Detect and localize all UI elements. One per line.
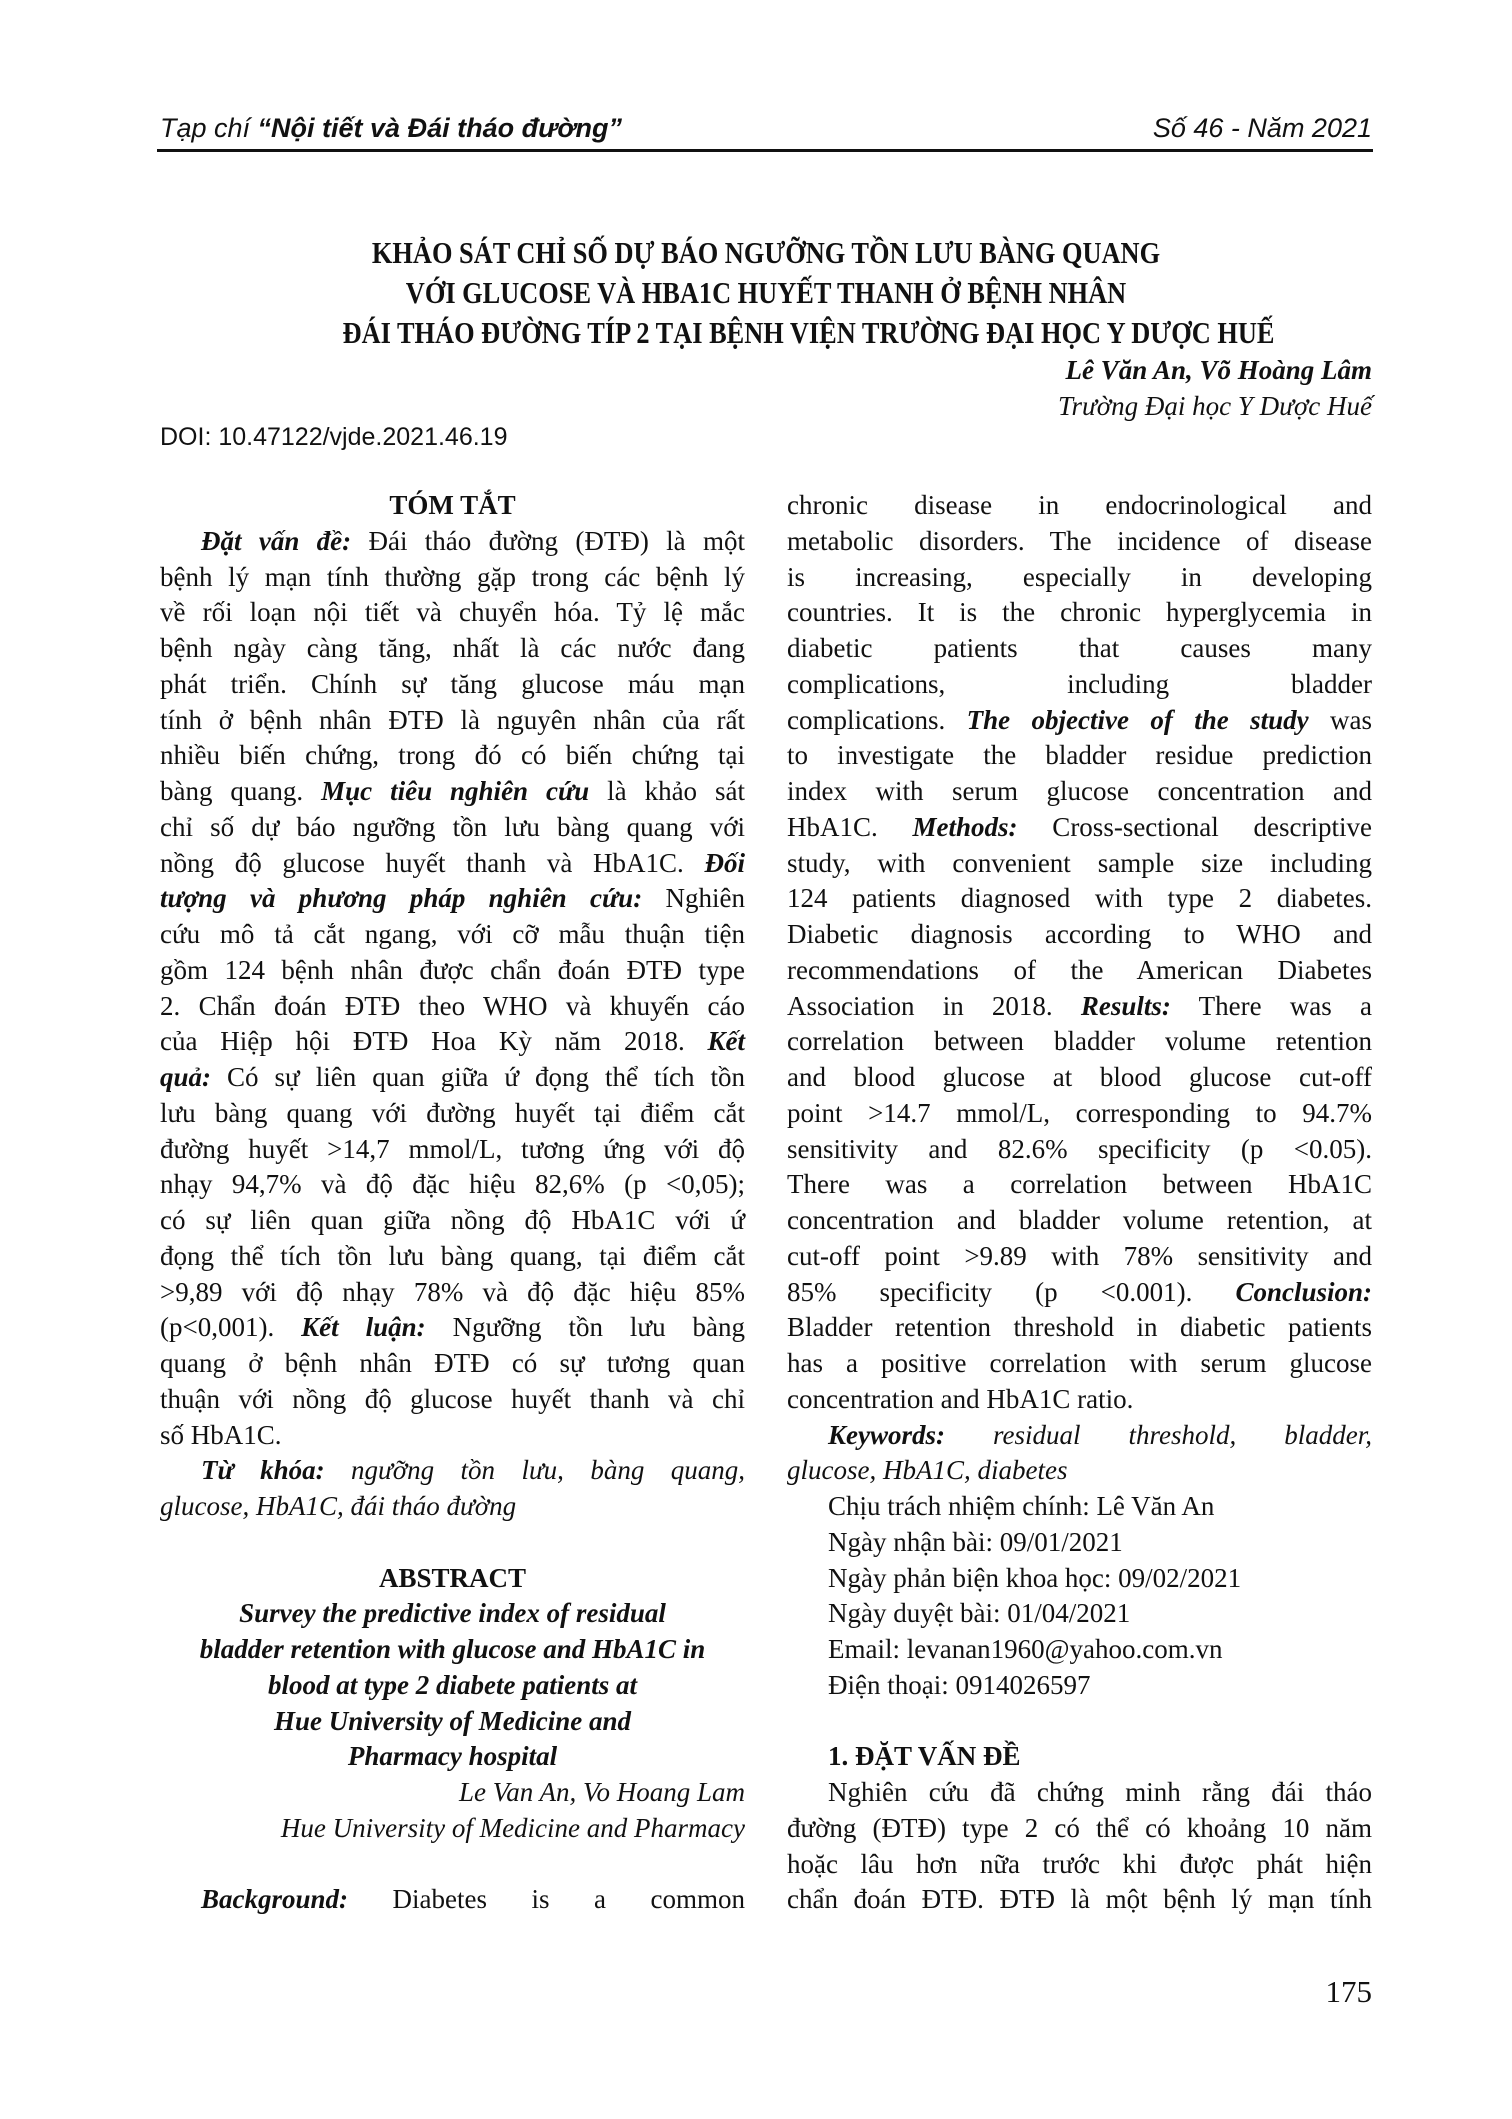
- emphasis-run: tượng và phương pháp nghiên cứu:: [160, 883, 643, 914]
- text-run: hoặc lâu hơn nữa trước khi được phát hiện: [787, 1848, 1372, 1879]
- text-line: [787, 1275, 1372, 1311]
- text-line: [160, 1489, 745, 1525]
- text-run: complications.: [787, 704, 967, 735]
- text-run: chỉ số dự báo ngưỡng tồn lưu bàng quang với: [160, 811, 745, 842]
- text-line: [787, 774, 1372, 810]
- text-run: cut-off point >9.89 with 78% sensitivity and: [787, 1240, 1372, 1271]
- emphasis-run: blood at type 2 diabete patients at: [268, 1669, 637, 1700]
- text-line: [160, 1275, 745, 1311]
- text-line: [160, 1060, 745, 1096]
- text-line: [160, 1167, 745, 1203]
- text-line: [160, 1882, 745, 1918]
- text-run: Ngày nhận bài: 09/01/2021: [828, 1526, 1123, 1557]
- text-run: is increasing, especially in developing: [787, 561, 1372, 592]
- text-line: [160, 917, 745, 953]
- emphasis-run: Kết luận:: [301, 1312, 426, 1343]
- emphasis-run: Hue University of Medicine and Pharmacy: [280, 1812, 745, 1843]
- text-line: [787, 595, 1372, 631]
- text-line: [787, 1596, 1372, 1632]
- text-line: [160, 631, 745, 667]
- text-run: concentration and HbA1C ratio.: [787, 1383, 1134, 1414]
- text-line: [787, 989, 1372, 1025]
- text-line: [787, 1239, 1372, 1275]
- text-run: 2. Chẩn đoán ĐTĐ theo WHO và khuyến cáo: [160, 990, 745, 1021]
- text-line: [787, 631, 1372, 667]
- header-rule: [157, 149, 1373, 152]
- text-run: sensitivity and 82.6% specificity (p <0.05).: [787, 1133, 1372, 1164]
- text-run: There was a: [1170, 990, 1373, 1021]
- emphasis-run: Hue University of Medicine and: [274, 1705, 631, 1736]
- text-run: (p<0,001).: [160, 1312, 302, 1343]
- text-line: [787, 1310, 1372, 1346]
- text-run: về rối loạn nội tiết và chuyển hóa. Tỷ lệ mắc: [160, 597, 745, 628]
- blank-line: [160, 1525, 745, 1561]
- text-line: [160, 989, 745, 1025]
- emphasis-run: Survey the predictive index of residual: [239, 1598, 666, 1629]
- emphasis-run: Đặt vấn đề:: [201, 525, 352, 556]
- text-run: >9,89 với độ nhạy 78% và độ đặc hiệu 85%: [160, 1276, 745, 1307]
- text-run: was: [1308, 704, 1372, 735]
- text-run: thuận với nồng độ glucose huyết thanh và chỉ: [160, 1383, 745, 1414]
- text-line: [787, 846, 1372, 882]
- text-line: [160, 1561, 745, 1597]
- text-line: [787, 1632, 1372, 1668]
- text-run: Diabetes is a common: [348, 1884, 745, 1915]
- text-line: [160, 1418, 745, 1454]
- blank-line: [160, 1847, 745, 1883]
- text-run: metabolic disorders. The incidence of disease: [787, 525, 1372, 556]
- text-line: [787, 488, 1372, 524]
- emphasis-run: quả:: [160, 1062, 212, 1092]
- text-line: [787, 1418, 1372, 1454]
- text-line: [160, 1739, 745, 1775]
- text-line: [787, 1847, 1372, 1883]
- text-run: chronic disease in endocrinological and: [787, 490, 1372, 520]
- text-run: 85% specificity (p <0.001).: [787, 1276, 1236, 1307]
- text-line: [160, 774, 745, 810]
- emphasis-run: glucose, HbA1C, đái tháo đường: [160, 1491, 517, 1521]
- text-line: [160, 524, 745, 560]
- text-line: [160, 1024, 745, 1060]
- emphasis-run: Le Van An, Vo Hoang Lam: [458, 1777, 745, 1807]
- text-run: Nghiên cứu đã chứng minh rằng đái tháo: [828, 1777, 1372, 1807]
- text-run: index with serum glucose concentration and: [787, 776, 1372, 806]
- text-line: [787, 703, 1372, 739]
- text-line: [160, 560, 745, 596]
- text-run: point >14.7 mmol/L, corresponding to 94.7%: [787, 1097, 1372, 1128]
- emphasis-run: Conclusion:: [1235, 1276, 1372, 1307]
- emphasis-run: The objective of the study: [966, 704, 1309, 735]
- emphasis-run: TÓM TẮT: [389, 490, 516, 520]
- text-run: số HbA1C.: [160, 1419, 282, 1450]
- text-run: diabetic patients that causes many: [787, 633, 1372, 663]
- title-line: KHẢO SÁT CHỈ SỐ DỰ BÁO NGƯỠNG TỒN LƯU BÀNG QUANG: [371, 235, 1161, 270]
- running-header: [160, 110, 1372, 146]
- text-run: Diabetic diagnosis according to WHO and: [787, 919, 1372, 949]
- emphasis-run: 1. ĐẶT VẤN ĐỀ: [828, 1741, 1021, 1772]
- emphasis-run: residual threshold, bladder,: [945, 1419, 1372, 1450]
- text-run: There was a correlation between HbA1C: [787, 1169, 1372, 1200]
- text-line: [787, 917, 1372, 953]
- text-line: [787, 1167, 1372, 1203]
- text-line: [787, 1382, 1372, 1418]
- blank-line: [787, 1704, 1372, 1740]
- text-line: [160, 1704, 745, 1740]
- text-run: recommendations of the American Diabetes: [787, 954, 1372, 985]
- emphasis-run: Mục tiêu nghiên cứu: [321, 776, 590, 806]
- emphasis-run: Kết: [707, 1026, 745, 1057]
- text-line: [160, 1775, 745, 1811]
- author-affiliation: Trường Đại học Y Dược Huế: [1057, 391, 1372, 421]
- text-run: countries. It is the chronic hyperglycemia in: [787, 597, 1372, 628]
- emphasis-run: bladder retention with glucose and HbA1C in: [199, 1634, 706, 1664]
- text-line: [160, 1632, 745, 1668]
- text-line: [160, 846, 745, 882]
- text-line: [160, 1596, 745, 1632]
- text-run: đường huyết >14,7 mmol/L, tương ứng với độ: [160, 1133, 745, 1164]
- text-run: đọng thể tích tồn lưu bàng quang, tại điểm cắt: [160, 1240, 745, 1271]
- text-run: Ngày phản biện khoa học: 09/02/2021: [828, 1562, 1242, 1593]
- text-run: Đái tháo đường (ĐTĐ) là một: [351, 525, 746, 556]
- text-run: bệnh lý mạn tính thường gặp trong các bệnh lý: [160, 561, 745, 592]
- text-run: to investigate the bladder residue prediction: [787, 740, 1372, 771]
- text-line: [787, 1346, 1372, 1382]
- text-line: [787, 953, 1372, 989]
- text-line: [787, 667, 1372, 703]
- text-line: [787, 1739, 1372, 1775]
- text-line: [160, 667, 745, 703]
- issue-info: Số 46 - Năm 2021: [1152, 113, 1372, 143]
- text-run: Association in 2018.: [787, 990, 1081, 1021]
- text-line: [787, 738, 1372, 774]
- text-run: Email: levanan1960@yahoo.com.vn: [828, 1634, 1223, 1664]
- text-line: [160, 595, 745, 631]
- text-line: [160, 1132, 745, 1168]
- text-line: [160, 953, 745, 989]
- text-run: phát triển. Chính sự tăng glucose máu mạn: [160, 668, 745, 699]
- text-run: quang ở bệnh nhân ĐTĐ có sự tương quan: [160, 1348, 745, 1378]
- text-line: [787, 1525, 1372, 1561]
- text-run: có sự liên quan giữa nồng độ HbA1C với ứ: [160, 1205, 745, 1235]
- text-run: study, with convenient sample size including: [787, 847, 1372, 878]
- text-run: Ngưỡng tồn lưu bàng: [425, 1312, 745, 1343]
- text-line: [160, 738, 745, 774]
- text-line: [787, 1096, 1372, 1132]
- page-number: 175: [1325, 1974, 1372, 2009]
- text-line: [160, 1096, 745, 1132]
- title-line: ĐÁI THÁO ĐƯỜNG TÍP 2 TẠI BỆNH VIỆN TRƯỜNG ĐẠI HỌC Y DƯỢC HUẾ: [342, 315, 1275, 350]
- emphasis-run: Đối: [704, 847, 745, 878]
- text-run: Cross-sectional descriptive: [1017, 811, 1372, 842]
- emphasis-run: ngưỡng tồn lưu, bàng quang,: [324, 1455, 745, 1486]
- text-line: [787, 1811, 1372, 1847]
- text-line: [787, 1668, 1372, 1704]
- text-line: [787, 1024, 1372, 1060]
- text-run: Chịu trách nhiệm chính: Lê Văn An: [828, 1491, 1215, 1521]
- text-run: của Hiệp hội ĐTĐ Hoa Kỳ năm 2018.: [160, 1026, 708, 1057]
- text-run: Nghiên: [642, 883, 745, 914]
- text-run: and blood glucose at blood glucose cut-off: [787, 1062, 1372, 1092]
- emphasis-run: Background:: [201, 1884, 349, 1915]
- emphasis-run: Pharmacy hospital: [347, 1741, 558, 1772]
- text-run: complications, including bladder: [787, 668, 1372, 699]
- text-line: [787, 1489, 1372, 1525]
- text-line: [160, 1203, 745, 1239]
- text-line: [160, 1811, 745, 1847]
- text-line: [787, 1453, 1372, 1489]
- text-line: [160, 488, 745, 524]
- text-run: Bladder retention threshold in diabetic patients: [787, 1312, 1372, 1343]
- emphasis-run: Từ khóa:: [201, 1455, 325, 1486]
- text-line: [787, 1132, 1372, 1168]
- emphasis-run: Keywords:: [828, 1419, 945, 1450]
- text-run: 124 patients diagnosed with type 2 diabetes.: [787, 883, 1372, 914]
- text-line: [787, 524, 1372, 560]
- text-run: cứu mô tả cắt ngang, với cỡ mẫu thuận tiện: [160, 919, 745, 949]
- text-line: [160, 810, 745, 846]
- text-line: [787, 810, 1372, 846]
- text-run: tính ở bệnh nhân ĐTĐ là nguyên nhân của rất: [160, 704, 745, 735]
- text-line: [160, 703, 745, 739]
- text-run: nhạy 94,7% và độ đặc hiệu 82,6% (p <0,05);: [160, 1169, 745, 1200]
- text-line: [160, 881, 745, 917]
- author-names: Lê Văn An, Võ Hoàng Lâm: [1065, 355, 1372, 385]
- journal-title: [160, 110, 622, 146]
- journal-name: “Nội tiết và Đái tháo đường”: [257, 113, 622, 143]
- text-line: [160, 1382, 745, 1418]
- text-line: [787, 1882, 1372, 1918]
- text-run: concentration and bladder volume retention, at: [787, 1205, 1372, 1235]
- doi[interactable]: DOI: 10.47122/vjde.2021.46.19: [160, 423, 508, 451]
- text-run: lưu bàng quang với đường huyết tại điểm cắt: [160, 1097, 745, 1128]
- text-run: Ngày duyệt bài: 01/04/2021: [828, 1598, 1131, 1629]
- text-line: [160, 1668, 745, 1704]
- text-line: [160, 1346, 745, 1382]
- text-line: [160, 1310, 745, 1346]
- text-line: [787, 881, 1372, 917]
- text-line: [787, 560, 1372, 596]
- text-line: [787, 1561, 1372, 1597]
- text-line: [787, 1203, 1372, 1239]
- emphasis-run: Results:: [1080, 990, 1171, 1021]
- title-line: VỚI GLUCOSE VÀ HBA1C HUYẾT THANH Ở BỆNH NHÂN: [405, 275, 1127, 310]
- text-run: HbA1C.: [787, 811, 913, 842]
- text-run: nhiều biến chứng, trong đó có biến chứng tại: [160, 740, 745, 771]
- text-run: correlation between bladder volume retention: [787, 1026, 1372, 1057]
- text-run: has a positive correlation with serum glucose: [787, 1348, 1372, 1378]
- text-run: Điện thoại: 0914026597: [828, 1669, 1091, 1700]
- text-line: [160, 1453, 745, 1489]
- text-run: là khảo sát: [589, 776, 745, 806]
- text-line: [160, 1239, 745, 1275]
- emphasis-run: Methods:: [912, 811, 1018, 842]
- text-run: bàng quang.: [160, 776, 322, 806]
- text-run: gồm 124 bệnh nhân được chẩn đoán ĐTĐ type: [160, 954, 745, 985]
- journal-prefix: Tạp chí: [160, 113, 258, 143]
- text-run: nồng độ glucose huyết thanh và HbA1C.: [160, 847, 705, 878]
- article-title: [160, 233, 1372, 353]
- text-run: bệnh ngày càng tăng, nhất là các nước đang: [160, 633, 745, 663]
- left-column: [160, 488, 745, 1918]
- text-run: Có sự liên quan giữa ứ đọng thể tích tồn: [211, 1062, 745, 1092]
- text-run: chẩn đoán ĐTĐ. ĐTĐ là một bệnh lý mạn tính: [787, 1884, 1372, 1915]
- right-column: [787, 488, 1372, 1918]
- emphasis-run: glucose, HbA1C, diabetes: [787, 1455, 1068, 1486]
- text-run: đường (ĐTĐ) type 2 có thể có khoảng 10 năm: [787, 1812, 1372, 1843]
- text-line: [787, 1775, 1372, 1811]
- author-block: [160, 352, 1372, 424]
- text-line: [787, 1060, 1372, 1096]
- emphasis-run: ABSTRACT: [378, 1562, 527, 1593]
